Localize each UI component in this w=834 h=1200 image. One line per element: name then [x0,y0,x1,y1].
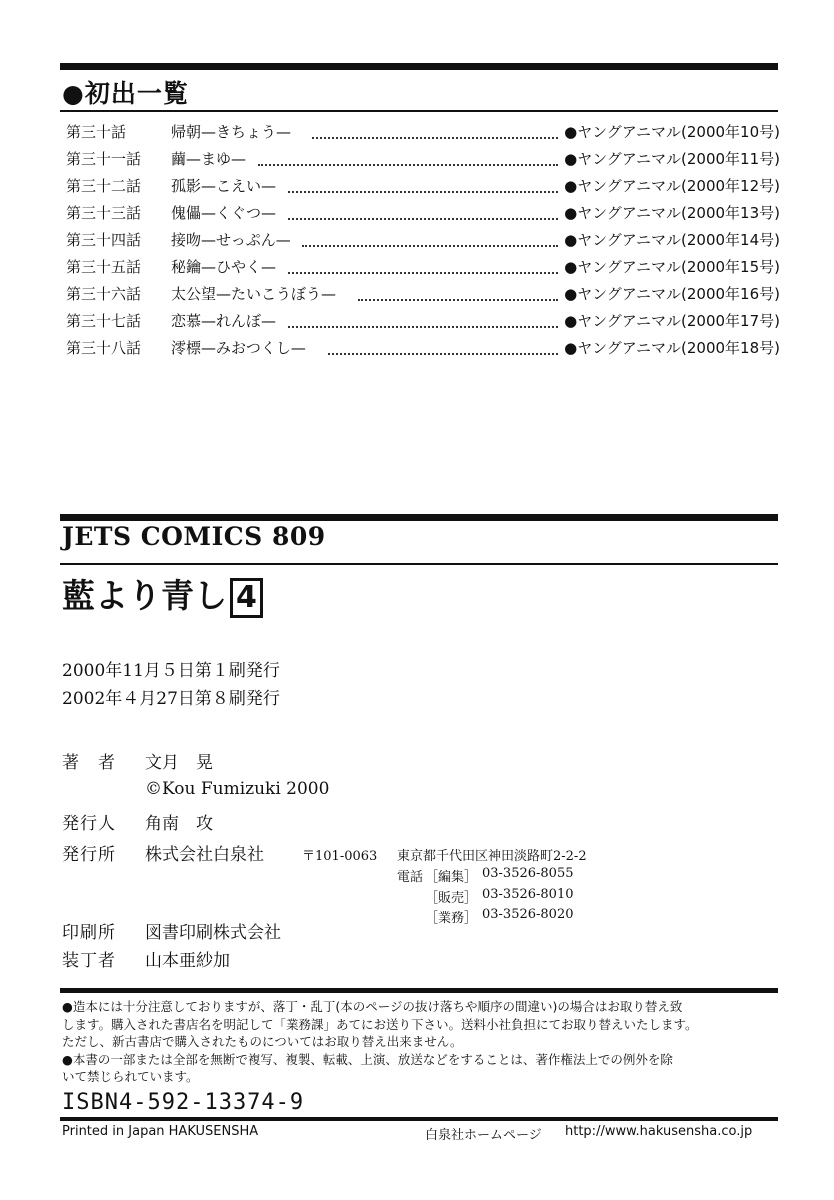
address: 東京都千代田区神田淡路町2-2-2 [397,849,587,864]
phone-number-editorial: 03-3526-8055 [482,866,574,881]
notice-line: ●造本には十分注意しておりますが、落丁・乱丁(本のページの抜け落ちや順序の間違い)の場合はお取り替え致 [62,999,683,1014]
phone-dept-editorial: ［編集］ [425,870,478,885]
episode-title: 帰朝—きちょう— [171,123,292,141]
list-item [66,254,780,281]
author-name: 文月 晃 [145,753,213,773]
isbn: ISBN4-592-13374-9 [62,1090,305,1115]
dot-leader [288,191,558,193]
book-title [62,570,263,618]
episode-number: 第三十六話 [66,285,142,303]
book-title-text: 藍より青し [62,576,227,615]
colophon-rule [60,514,778,521]
dot-leader [312,137,558,139]
printer-label: 印刷所 [62,923,116,943]
list-item [66,200,780,227]
printer-name: 図書印刷株式会社 [145,923,281,943]
copyright: ©Kou Fumizuki 2000 [145,779,330,799]
dot-leader [288,218,558,220]
legal-notice [62,998,778,1086]
homepage-label: 白泉社ホームページ [425,1128,542,1143]
list-item [66,281,780,308]
episode-number: 第三十話 [66,123,127,141]
dot-leader [358,299,558,301]
episode-number: 第三十四話 [66,231,142,249]
episode-number: 第三十三話 [66,204,142,222]
phone-label: 電話 [397,870,424,885]
dot-leader [258,164,558,166]
top-rule [60,63,778,70]
first-appearance-heading: ●初出一覧 [62,79,189,108]
phone-dept-operations: ［業務］ [425,911,478,926]
episode-title: 接吻—せっぷん— [171,231,291,249]
notice-line: いて禁じられています。 [62,1069,199,1084]
episode-source: ●ヤングアニマル(2000年15号) [564,258,780,276]
episode-source: ●ヤングアニマル(2000年16号) [564,285,780,303]
notice-line: ただし、新古書店で購入されたものについてはお取り替え出来ません。 [62,1034,463,1049]
designer-label: 装丁者 [62,951,116,971]
publisher-label: 発行所 [62,845,116,865]
episode-source: ●ヤングアニマル(2000年17号) [564,312,780,330]
series-underline [60,563,778,565]
notice-line: ●本書の一部または全部を無断で複写、複製、転載、上演、放送などをすることは、著作権法上での例外を除 [62,1051,673,1067]
postal-code: 〒101-0063 [302,849,378,864]
episode-title: 孤影—こえい— [171,177,277,195]
notice-rule [60,988,778,993]
isbn-underline [60,1117,778,1121]
publisher-person: 角南 攻 [145,814,213,834]
phone-number-operations: 03-3526-8020 [482,907,574,922]
episode-title: 繭—まゆ— [171,150,247,168]
list-item [66,146,780,173]
dot-leader [302,245,558,247]
notice-line: します。購入された書店名を明記して「業務課」あてにお送り下さい。送料小社負担にてお取り替えいたします。 [62,1016,698,1032]
list-item [66,173,780,200]
episode-title: 傀儡—くぐつ— [171,204,277,222]
dot-leader [288,326,558,328]
episode-number: 第三十八話 [66,339,142,357]
episode-title: 太公望—たいこうぼう— [171,285,337,303]
dot-leader [328,353,558,355]
volume-number: 4 [230,578,263,618]
episode-number: 第三十二話 [66,177,142,195]
first-appearance-list [66,119,780,362]
list-item [66,335,780,362]
episode-number: 第三十一話 [66,150,142,168]
episode-source: ●ヤングアニマル(2000年10号) [564,123,780,141]
homepage-url: http://www.hakusensha.co.jp [565,1124,753,1139]
heading-underline [60,110,778,112]
phone-number-sales: 03-3526-8010 [482,887,574,902]
episode-source: ●ヤングアニマル(2000年18号) [564,339,780,357]
first-print-date: 2000年11月５日第１刷発行 [62,661,280,681]
series-label: JETS COMICS 809 [62,522,326,551]
episode-source: ●ヤングアニマル(2000年14号) [564,231,780,249]
episode-title: 秘鑰—ひやく— [171,258,277,276]
designer-name: 山本亜紗加 [145,951,230,971]
latest-print-date: 2002年４月27日第８刷発行 [62,689,280,709]
episode-title: 恋慕—れんぼ— [171,312,277,330]
publisher-person-label: 発行人 [62,814,116,834]
episode-source: ●ヤングアニマル(2000年11号) [564,150,780,168]
episode-number: 第三十五話 [66,258,142,276]
list-item [66,308,780,335]
episode-source: ●ヤングアニマル(2000年13号) [564,204,780,222]
phone-dept-sales: ［販売］ [425,891,478,906]
author-label: 著 者 [62,753,116,773]
episode-source: ●ヤングアニマル(2000年12号) [564,177,780,195]
dot-leader [288,272,558,274]
publisher-name: 株式会社白泉社 [145,845,264,865]
list-item [66,227,780,254]
list-item [66,119,780,146]
episode-title: 澪標—みおつくし— [171,339,306,357]
episode-number: 第三十七話 [66,312,142,330]
printed-in: Printed in Japan HAKUSENSHA [62,1124,259,1139]
